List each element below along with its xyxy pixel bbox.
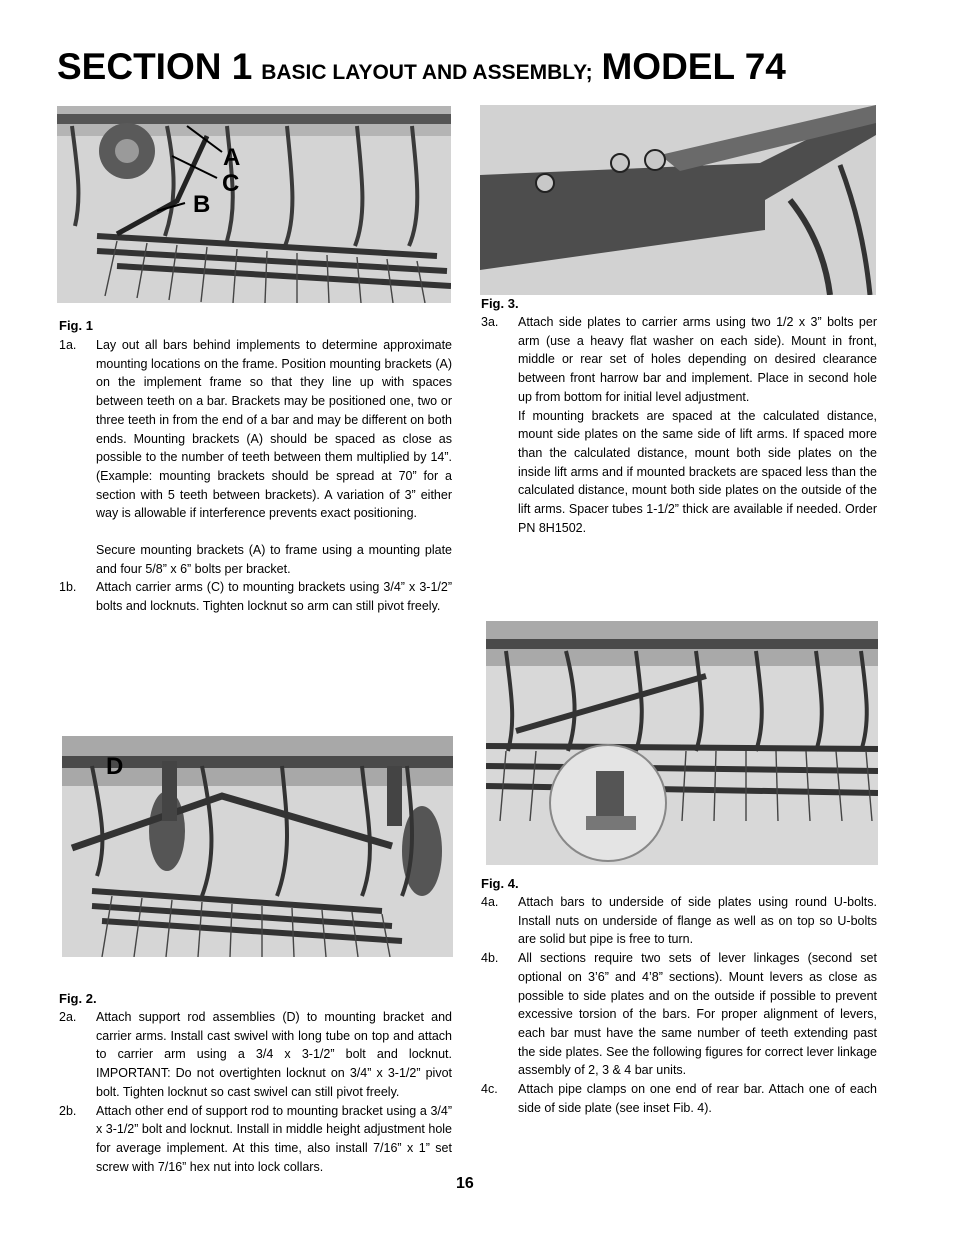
callout-a: A: [223, 144, 241, 171]
step-number: 4b.: [481, 951, 499, 966]
fig3-label: Fig. 3.: [481, 296, 519, 311]
step-4c: [481, 1080, 877, 1117]
section-number: SECTION 1: [57, 46, 253, 87]
step-1a: [59, 336, 452, 578]
step-paragraph: Secure mounting brackets (A) to frame using a mounting plate and four 5/8” x 6” bolts per bracket.: [96, 543, 452, 576]
step-2a: [59, 1008, 452, 1102]
fig1-photo: [57, 106, 451, 303]
fig2-label: Fig. 2.: [59, 991, 97, 1006]
step-paragraph: If mounting brackets are spaced at the calculated distance, mount side plates on the same side of lift arms. If spaced more than the calculated distance, mount both side plates on the inside lift arms and if mounted brackets are spaced less than the calculated distance, mount both side plates on the outside of the lift arms. Spacer tubes 1-1/2” thick are available if needed. Order PN 8H1502.: [518, 408, 877, 535]
step-body: [518, 313, 877, 537]
fig4-photo: [486, 621, 878, 865]
page-number: 16: [456, 1175, 474, 1192]
step-body: [518, 949, 877, 1080]
step-body: [518, 893, 877, 949]
step-paragraph: Attach support rod assemblies (D) to mounting bracket and carrier arms. Install cast swivel with long tube on top and attach to carrier arm using a 3/4 x 3-1/2” bolt and locknut. IMPORTANT: Do not overtighten locknut on 3/4” x 3-1/2” pivot bolt. Tighten locknut so cast swivel can still pivot freely.: [96, 1010, 452, 1099]
section-subtitle: BASIC LAYOUT AND ASSEMBLY;: [261, 61, 593, 84]
step-body: [96, 1102, 452, 1177]
step-number: 3a.: [481, 315, 499, 329]
step-body: [518, 1080, 877, 1117]
step-3a: [481, 313, 877, 537]
step-number: 1b.: [59, 580, 77, 595]
step-number: 4a.: [481, 895, 499, 909]
step-paragraph: All sections require two sets of lever linkages (second set optional on 3’6” and 4’8” sections). Mount levers as close as possible to side plates and on the outside if possible to prevent excessive torsion of the bars. For proper alignment of levers, each bar must have the same number of teeth extending past the side plates. See the following figures for correct lever linkage assembly of 2, 3 & 4 bar units.: [518, 951, 877, 1078]
step-number: 2a.: [59, 1010, 77, 1024]
step-number: 2b.: [59, 1103, 77, 1118]
section-heading: [57, 48, 786, 85]
callout-c: C: [222, 170, 240, 197]
step-1b: [59, 578, 452, 615]
fig3-photo: [480, 105, 876, 295]
fig3-steps: [481, 313, 877, 537]
step-paragraph: Attach side plates to carrier arms using two 1/2 x 3” bolts per arm (use a heavy flat washer on each side). Mount in front, middle or rear set of holes depending on desired clearance between front harrow bar and implement. Place in second hole up from bottom for initial level adjustment.: [518, 315, 877, 404]
step-number: 4c.: [481, 1082, 498, 1097]
step-4b: [481, 949, 877, 1080]
fig4-steps: [481, 893, 877, 1117]
fig1-steps: [59, 336, 452, 616]
model-name: MODEL 74: [601, 46, 786, 87]
fig1-label: Fig. 1: [59, 318, 93, 333]
step-paragraph: Attach bars to underside of side plates using round U-bolts. Install nuts on underside of flange as well as on top so U-bolts are solid but pipe is free to turn.: [518, 895, 877, 947]
step-body: [96, 578, 452, 615]
step-body: [96, 336, 452, 578]
fig2-steps: [59, 1008, 452, 1176]
step-paragraph: Attach carrier arms (C) to mounting brackets using 3/4” x 3-1/2” bolts and locknuts. Tighten locknut so arm can still pivot freely.: [96, 580, 452, 614]
step-body: [96, 1008, 452, 1102]
step-number: 1a.: [59, 338, 77, 352]
callout-b: B: [193, 191, 211, 218]
callout-d: D: [106, 753, 124, 780]
step-4a: [481, 893, 877, 949]
fig4-label: Fig. 4.: [481, 876, 519, 891]
step-paragraph: Attach pipe clamps on one end of rear bar. Attach one of each side of side plate (see inset Fib. 4).: [518, 1082, 877, 1115]
step-paragraph: Attach other end of support rod to mounting bracket using a 3/4” x 3-1/2” bolt and locknut. Install in middle height adjustment hole for average implement. At this time, also install 7/16” x 1” set screw with 7/16” hex nut into lock collars.: [96, 1103, 452, 1174]
step-2b: [59, 1102, 452, 1177]
step-paragraph: Lay out all bars behind implements to determine approximate mounting locations on the frame. Position mounting brackets (A) on the implement frame so that they line up with spaces between teeth on a bar. Brackets may be positioned one, two or three teeth in from the end of a bar and may be different on both ends. Mounting brackets (A) should be spaced as close as possible to the number of teeth between them multiplied by 14”. (Example: mounting brackets should be spread at 70” for a section with 5 teeth between brackets). A variation of 3” either way is allowable if interference prevents exact positioning.: [96, 338, 452, 521]
